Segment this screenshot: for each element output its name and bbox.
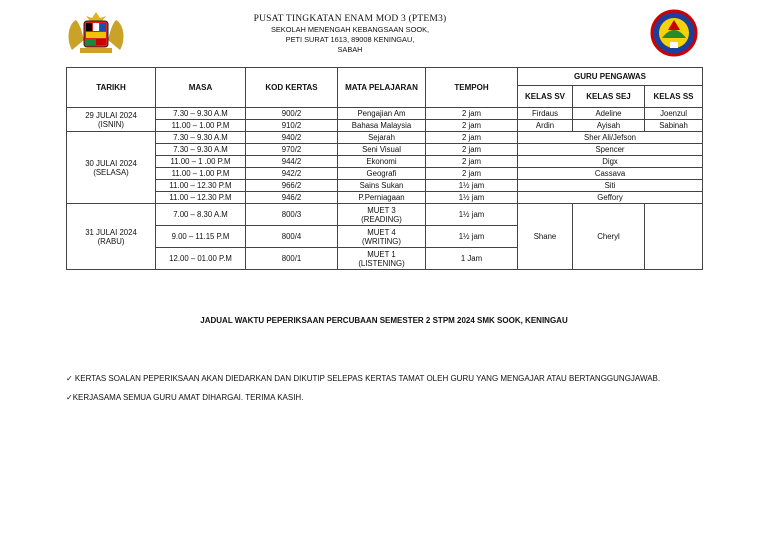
col-kelas-ss: KELAS SS: [645, 86, 703, 108]
tempoh-cell: 1 Jam: [426, 248, 518, 270]
masa-cell: 11.00 – 1 .00 P.M: [156, 156, 246, 168]
header-line-2: SEKOLAH MENENGAH KEBANGSAAN SOOK,: [270, 25, 430, 34]
kod-cell: 910/2: [246, 120, 338, 132]
col-masa: MASA: [156, 68, 246, 108]
tempoh-cell: 2 jam: [426, 168, 518, 180]
table-row: [67, 156, 703, 168]
col-tarikh: TARIKH: [67, 68, 156, 108]
mata-cell: Pengajian Am: [338, 108, 426, 120]
col-tempoh: TEMPOH: [426, 68, 518, 108]
masa-cell: 7.00 – 8.30 A.M: [156, 204, 246, 226]
tempoh-cell: 1½ jam: [426, 192, 518, 204]
tempoh-cell: 2 jam: [426, 144, 518, 156]
mata-cell: [338, 204, 426, 226]
guru-cell: Sher Ali/Jefson: [518, 132, 703, 144]
masa-cell: 7.30 – 9.30 A.M: [156, 144, 246, 156]
header-line-3: PETI SURAT 1613, 89008 KENINGAU,: [285, 35, 415, 44]
mata-cell: Ekonomi: [338, 156, 426, 168]
schedule-title: JADUAL WAKTU PEPERIKSAAN PERCUBAAN SEMESTER 2 STPM 2024 SMK SOOK, KENINGAU: [200, 316, 568, 325]
sej-cell: Ayisah: [573, 120, 645, 132]
tempoh-cell: 2 jam: [426, 156, 518, 168]
kod-cell: 900/2: [246, 108, 338, 120]
tempoh-cell: 1½ jam: [426, 180, 518, 192]
header-line-1: PUSAT TINGKATAN ENAM MOD 3 (PTEM3): [253, 14, 447, 24]
note-thanks: ✓KERJASAMA SEMUA GURU AMAT DIHARGAI. TERIMA KASIH.: [66, 393, 304, 402]
mata-cell: P.Perniagaan: [338, 192, 426, 204]
exam-schedule-table: [66, 67, 703, 270]
table-row: [67, 168, 703, 180]
masa-cell: 7.30 – 9.30 A.M: [156, 132, 246, 144]
tempoh-cell: 1½ jam: [426, 204, 518, 226]
table-row: [67, 204, 703, 226]
mata-line-2: (WRITING): [362, 236, 401, 246]
ss-cell: Sabinah: [645, 120, 703, 132]
masa-cell: 11.00 – 1.00 P.M: [156, 120, 246, 132]
mata-line-1: MUET 3: [367, 205, 396, 215]
kod-cell: 944/2: [246, 156, 338, 168]
date-text: 29 JULAI 2024: [85, 110, 137, 120]
guru-cell: Geffory: [518, 192, 703, 204]
mata-cell: Bahasa Malaysia: [338, 120, 426, 132]
table-row: [67, 120, 703, 132]
guru-cell: Spencer: [518, 144, 703, 156]
sej-cell: Adeline: [573, 108, 645, 120]
day-text: (ISNIN): [98, 119, 124, 129]
mata-line-2: (READING): [361, 214, 402, 224]
mata-line-2: (LISTENING): [358, 258, 405, 268]
col-kod-kertas: KOD KERTAS: [246, 68, 338, 108]
kod-cell: 966/2: [246, 180, 338, 192]
mata-cell: Sains Sukan: [338, 180, 426, 192]
mata-line-1: MUET 1: [367, 249, 396, 259]
date-cell: [67, 204, 156, 270]
masa-cell: 11.00 – 12.30 P.M: [156, 192, 246, 204]
date-text: 30 JULAI 2024: [85, 158, 137, 168]
table-row: [67, 192, 703, 204]
table-row: [67, 180, 703, 192]
guru-cell: Digx: [518, 156, 703, 168]
masa-cell: 11.00 – 1.00 P.M: [156, 168, 246, 180]
header-line-4: SABAH: [337, 45, 363, 54]
col-mata-pelajaran: MATA PELAJARAN: [338, 68, 426, 108]
note-distribution: ✓ KERTAS SOALAN PEPERIKSAAN AKAN DIEDARKAN DAN DIKUTIP SELEPAS KERTAS TAMAT OLEH GURU YANG MENGAJAR ATAU BERTANGGUNGJAWAB.: [66, 374, 661, 383]
mata-line-1: MUET 4: [367, 227, 396, 237]
table-row: [67, 144, 703, 156]
kod-cell: 800/3: [246, 204, 338, 226]
masa-cell: 11.00 – 12.30 P.M: [156, 180, 246, 192]
ss-cell: [645, 204, 703, 270]
kod-cell: 800/1: [246, 248, 338, 270]
mata-cell: [338, 248, 426, 270]
date-cell: [67, 132, 156, 204]
mata-cell: Sejarah: [338, 132, 426, 144]
masa-cell: 7.30 – 9.30 A.M: [156, 108, 246, 120]
tempoh-cell: 2 jam: [426, 120, 518, 132]
kod-cell: 946/2: [246, 192, 338, 204]
date-text: 31 JULAI 2024: [85, 227, 137, 237]
sej-cell: Cheryl: [573, 204, 645, 270]
guru-cell: Siti: [518, 180, 703, 192]
table-row: [67, 108, 703, 120]
school-header: [0, 14, 700, 55]
day-text: (RABU): [97, 236, 125, 246]
sv-cell: Shane: [518, 204, 573, 270]
header-row: [67, 68, 703, 86]
masa-cell: 9.00 – 11.15 P.M: [156, 226, 246, 248]
day-text: (SELASA): [93, 167, 129, 177]
tempoh-cell: 2 jam: [426, 132, 518, 144]
table-row: [67, 132, 703, 144]
mata-cell: Geografi: [338, 168, 426, 180]
tempoh-cell: 1½ jam: [426, 226, 518, 248]
mata-cell: [338, 226, 426, 248]
guru-cell: Cassava: [518, 168, 703, 180]
sv-cell: Ardin: [518, 120, 573, 132]
tempoh-cell: 2 jam: [426, 108, 518, 120]
sv-cell: Firdaus: [518, 108, 573, 120]
kod-cell: 940/2: [246, 132, 338, 144]
col-kelas-sej: KELAS SEJ: [573, 86, 645, 108]
masa-cell: 12.00 – 01.00 P.M: [156, 248, 246, 270]
col-guru-pengawas: GURU PENGAWAS: [518, 68, 703, 86]
ss-cell: Joenzul: [645, 108, 703, 120]
kod-cell: 942/2: [246, 168, 338, 180]
col-kelas-sv: KELAS SV: [518, 86, 573, 108]
kod-cell: 970/2: [246, 144, 338, 156]
kod-cell: 800/4: [246, 226, 338, 248]
date-cell: [67, 108, 156, 132]
mata-cell: Seni Visual: [338, 144, 426, 156]
